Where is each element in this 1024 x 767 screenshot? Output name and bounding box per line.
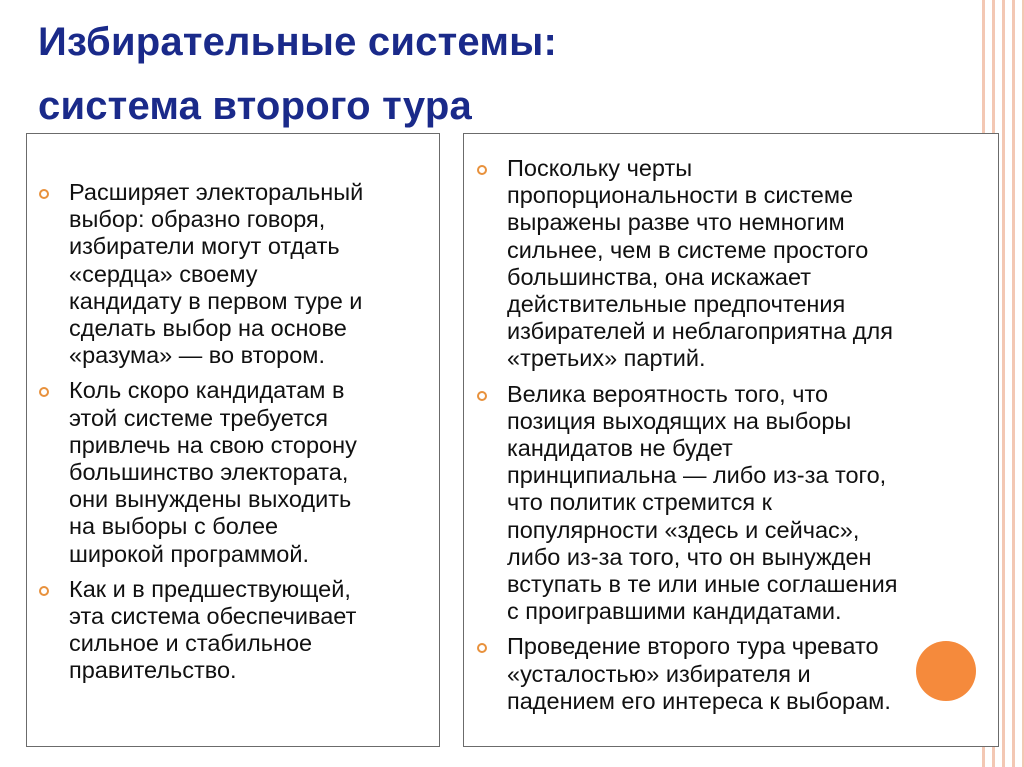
item-line: «третьих» партий. — [507, 345, 706, 372]
item-line: сильное и стабильное — [69, 630, 313, 657]
item-line: популярности «здесь и сейчас», — [507, 516, 860, 543]
left-bullet-list — [27, 134, 439, 685]
item-line: «разума» — во втором. — [69, 342, 325, 369]
list-item — [27, 576, 439, 685]
item-line: Велика вероятность того, что — [507, 380, 829, 407]
item-line: кандидатов не будет — [507, 435, 733, 462]
left-text-panel — [26, 133, 440, 747]
item-line: избирателей и неблагоприятна для — [507, 318, 893, 345]
item-line: Расширяет электоральный — [69, 179, 364, 205]
item-line: выбор: образно говоря, — [69, 206, 326, 233]
bullet-ring-icon — [477, 643, 487, 653]
bullet-ring-icon — [39, 189, 49, 199]
list-item — [464, 155, 998, 373]
list-item — [464, 381, 998, 626]
item-line: с проигравшими кандидатами. — [507, 598, 842, 625]
item-line: выражены разве что немногим — [507, 209, 845, 236]
item-line: на выборы с более — [69, 513, 279, 540]
item-line: что политик стремится к — [507, 489, 772, 516]
item-line: Поскольку черты — [507, 155, 693, 181]
item-line: сильнее, чем в системе простого — [507, 236, 869, 263]
bullet-ring-icon — [477, 391, 487, 401]
item-line: большинства, она искажает — [507, 263, 812, 290]
item-line: действительные предпочтения — [507, 291, 846, 318]
list-item — [27, 179, 439, 369]
item-line: привлечь на свою сторону — [69, 431, 357, 458]
item-line: «сердца» своему — [69, 260, 258, 287]
item-line: либо из-за того, что он вынужден — [507, 543, 872, 570]
right-text-panel — [463, 133, 999, 747]
item-line: сделать выбор на основе — [69, 315, 347, 342]
item-line: вступать в те или иные соглашения — [507, 571, 898, 598]
decorative-orange-circle — [916, 641, 976, 701]
item-line: принципиальна — либо из-за того, — [507, 462, 887, 489]
bullet-ring-icon — [39, 586, 49, 596]
item-line: они вынуждены выходить — [69, 486, 352, 513]
item-line: этой системе требуется — [69, 404, 328, 431]
item-line: падением его интереса к выборам. — [507, 687, 891, 714]
item-line: пропорциональности в системе — [507, 182, 854, 209]
slide-title-line-2: система второго тура — [38, 84, 472, 128]
item-line: Проведение второго тура чревато — [507, 633, 879, 660]
item-line: эта система обеспечивает — [69, 603, 357, 630]
item-line: позиция выходящих на выборы — [507, 407, 852, 434]
item-line: правительство. — [69, 657, 237, 684]
item-line: «усталостью» избирателя и — [507, 660, 811, 687]
item-line: Как и в предшествующей, — [69, 575, 351, 602]
right-bullet-list — [464, 134, 998, 715]
item-line: большинство электората, — [69, 459, 349, 486]
bullet-ring-icon — [39, 387, 49, 397]
item-line: широкой программой. — [69, 540, 310, 567]
list-item — [27, 377, 439, 567]
bullet-ring-icon — [477, 165, 487, 175]
slide-title — [38, 10, 557, 138]
item-line: избиратели могут отдать — [69, 233, 340, 260]
item-line: Коль скоро кандидатам в — [69, 377, 345, 404]
item-line: кандидату в первом туре и — [69, 287, 363, 314]
slide-title-line-1: Избирательные системы: — [38, 20, 557, 64]
